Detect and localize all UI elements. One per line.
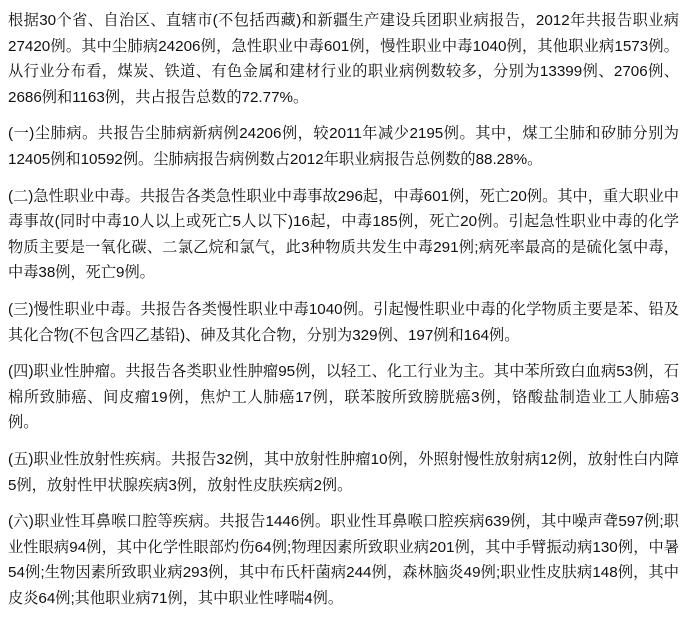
paragraph-pneumoconiosis: (一)尘肺病。共报告尘肺病新病例24206例，较2011年减少2195例。其中，煤工尘肺和矽肺分别为12405例和10592例。尘肺病报告病例数占2012年职业病报告总例数的88.28%。 xyxy=(8,125,679,168)
paragraph-ent-and-other-diseases: (六)职业性耳鼻喉口腔等疾病。共报告1446例。职业性耳鼻喉口腔疾病639例，其中噪声聋597例;职业性眼病94例，其中化学性眼部灼伤64例;物理因素所致职业病201例，其中手臂振动病130例，中暑54例;生物因素所致职业病293例，其中布氏杆菌病244例，森林脑炎49例;职业性皮肤病148例，其中皮炎64例;其他职业病71例，其中职业性哮喘4例。 xyxy=(8,513,679,607)
paragraph-occupational-tumors: (四)职业性肿瘤。共报告各类职业性肿瘤95例，以轻工、化工行业为主。其中苯所致白血病53例，石棉所致肺癌、间皮瘤19例，焦炉工人肺癌17例，联苯胺所致膀胱癌3例，铬酸盐制造业工人肺癌3例。 xyxy=(8,363,679,432)
paragraph-acute-poisoning: (二)急性职业中毒。共报告各类急性职业中毒事故296起，中毒601例，死亡20例。其中，重大职业中毒事故(同时中毒10人以上或死亡5人以下)16起，中毒185例，死亡20例。引起急性职业中毒的化学物质主要是一氧化碳、二氯乙烷和氯气，此3种物质共发生中毒291例;病死率最高的是硫化氢中毒，中毒38例，死亡9例。 xyxy=(8,187,679,282)
paragraph-chronic-poisoning: (三)慢性职业中毒。共报告各类慢性职业中毒1040例。引起慢性职业中毒的化学物质主要是苯、铅及其化合物(不包含四乙基铅)、砷及其化合物，分别为329例、197例和164例。 xyxy=(8,300,679,344)
paragraph-radiation-diseases: (五)职业性放射性疾病。共报告32例，其中放射性肿瘤10例，外照射慢性放射病12例，放射性白内障5例，放射性甲状腺疾病3例，放射性皮肤疾病2例。 xyxy=(8,450,679,494)
paragraph-overview: 根据30个省、自治区、直辖市(不包括西藏)和新疆生产建设兵团职业病报告，2012年共报告职业病27420例。其中尘肺病24206例，急性职业中毒601例，慢性职业中毒1040例，其他职业病1573例。从行业分布看，煤炭、铁道、有色金属和建材行业的职业病例数较多，分别为13399例、2706例、2686例和1163例，共占报告总数的72.77%。 xyxy=(8,12,679,106)
